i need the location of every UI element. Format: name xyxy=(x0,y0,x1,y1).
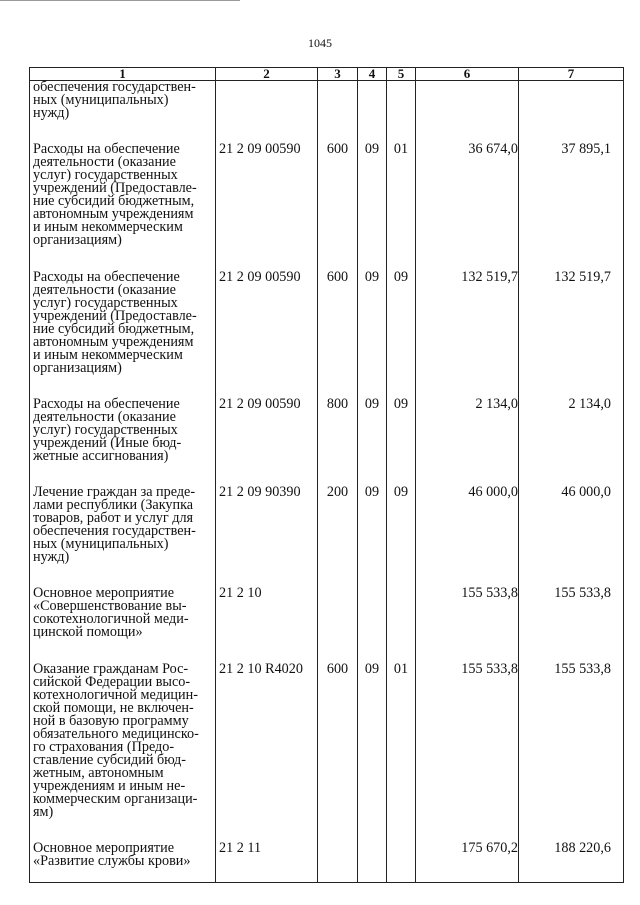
row-name: обеспечения государствен- ных (муниципальных) нужд) xyxy=(30,81,216,144)
page-number: 1045 xyxy=(308,36,332,50)
row-col-5: 09 xyxy=(387,486,416,587)
row-col-7: 2 134,0 xyxy=(519,398,624,486)
row-col-3: 600 xyxy=(318,143,358,271)
header-col-7: 7 xyxy=(519,68,624,81)
row-col-6: 155 533,8 xyxy=(416,663,519,842)
row-name: Расходы на обеспечение деятельности (оказание услуг) государственных учреждений (Иные бюд- жетные ассигнования) xyxy=(30,398,216,486)
row-code xyxy=(216,81,318,144)
header-col-4: 4 xyxy=(358,68,387,81)
row-col-4: 09 xyxy=(358,663,387,842)
row-col-4 xyxy=(358,587,387,663)
row-code: 21 2 09 00590 xyxy=(216,398,318,486)
top-rule xyxy=(0,0,240,1)
row-col-7: 46 000,0 xyxy=(519,486,624,587)
header-col-2: 2 xyxy=(216,68,318,81)
row-code: 21 2 09 00590 xyxy=(216,143,318,271)
row-col-3: 200 xyxy=(318,486,358,587)
row-col-6: 46 000,0 xyxy=(416,486,519,587)
row-col-5: 01 xyxy=(387,143,416,271)
row-col-4 xyxy=(358,81,387,144)
row-col-4 xyxy=(358,842,387,883)
table-row xyxy=(30,486,624,587)
row-col-3: 600 xyxy=(318,271,358,398)
row-code: 21 2 11 xyxy=(216,842,318,883)
row-col-7: 188 220,6 xyxy=(519,842,624,883)
table-body xyxy=(30,81,624,883)
table-row xyxy=(30,398,624,486)
row-col-3: 600 xyxy=(318,663,358,842)
row-code: 21 2 10 xyxy=(216,587,318,663)
row-col-7 xyxy=(519,81,624,144)
table-row xyxy=(30,587,624,663)
row-name: Расходы на обеспечение деятельности (оказание услуг) государственных учреждений (Предоставле- ние субсидий бюджетным, автономным учреждениям и иным некоммерческим организациям) xyxy=(30,271,216,398)
row-col-4: 09 xyxy=(358,398,387,486)
row-col-6: 155 533,8 xyxy=(416,587,519,663)
table-row xyxy=(30,271,624,398)
row-code: 21 2 09 90390 xyxy=(216,486,318,587)
row-col-5 xyxy=(387,842,416,883)
row-name: Оказание гражданам Рос- сийской Федерации высо- котехнологичной медицин- ской помощи, не включен- ной в базовую программу обязательного медицинско- го страхования (Предо- ставление субсидий бюд- жетным, автономным учреждениям и иным не- коммерческим организаци- ям) xyxy=(30,663,216,842)
row-col-3: 800 xyxy=(318,398,358,486)
table-row xyxy=(30,842,624,883)
row-col-5 xyxy=(387,587,416,663)
row-col-4: 09 xyxy=(358,143,387,271)
row-col-7: 155 533,8 xyxy=(519,587,624,663)
row-col-5: 09 xyxy=(387,271,416,398)
budget-table xyxy=(29,67,624,883)
row-code: 21 2 10 R4020 xyxy=(216,663,318,842)
row-col-4: 09 xyxy=(358,486,387,587)
row-col-7: 37 895,1 xyxy=(519,143,624,271)
header-col-1: 1 xyxy=(30,68,216,81)
row-name: Основное мероприятие «Совершенствование вы- сокотехнологичной меди- цинской помощи» xyxy=(30,587,216,663)
row-col-3 xyxy=(318,587,358,663)
row-col-4: 09 xyxy=(358,271,387,398)
row-col-7: 155 533,8 xyxy=(519,663,624,842)
table-row xyxy=(30,143,624,271)
row-code: 21 2 09 00590 xyxy=(216,271,318,398)
row-col-3 xyxy=(318,81,358,144)
header-col-5: 5 xyxy=(387,68,416,81)
row-col-6: 36 674,0 xyxy=(416,143,519,271)
row-col-3 xyxy=(318,842,358,883)
row-name: Лечение граждан за преде- лами республики (Закупка товаров, работ и услуг для обеспечения государствен- ных (муниципальных) нужд) xyxy=(30,486,216,587)
row-col-7: 132 519,7 xyxy=(519,271,624,398)
row-col-6: 2 134,0 xyxy=(416,398,519,486)
row-col-5 xyxy=(387,81,416,144)
header-col-3: 3 xyxy=(318,68,358,81)
row-col-6: 132 519,7 xyxy=(416,271,519,398)
row-name: Основное мероприятие «Развитие службы крови» xyxy=(30,842,216,883)
table-row xyxy=(30,663,624,842)
row-col-6: 175 670,2 xyxy=(416,842,519,883)
table-row xyxy=(30,81,624,144)
header-col-6: 6 xyxy=(416,68,519,81)
row-col-6 xyxy=(416,81,519,144)
row-col-5: 09 xyxy=(387,398,416,486)
row-name: Расходы на обеспечение деятельности (оказание услуг) государственных учреждений (Предоставле- ние субсидий бюджетным, автономным учреждениям и иным некоммерческим организациям) xyxy=(30,143,216,271)
row-col-5: 01 xyxy=(387,663,416,842)
